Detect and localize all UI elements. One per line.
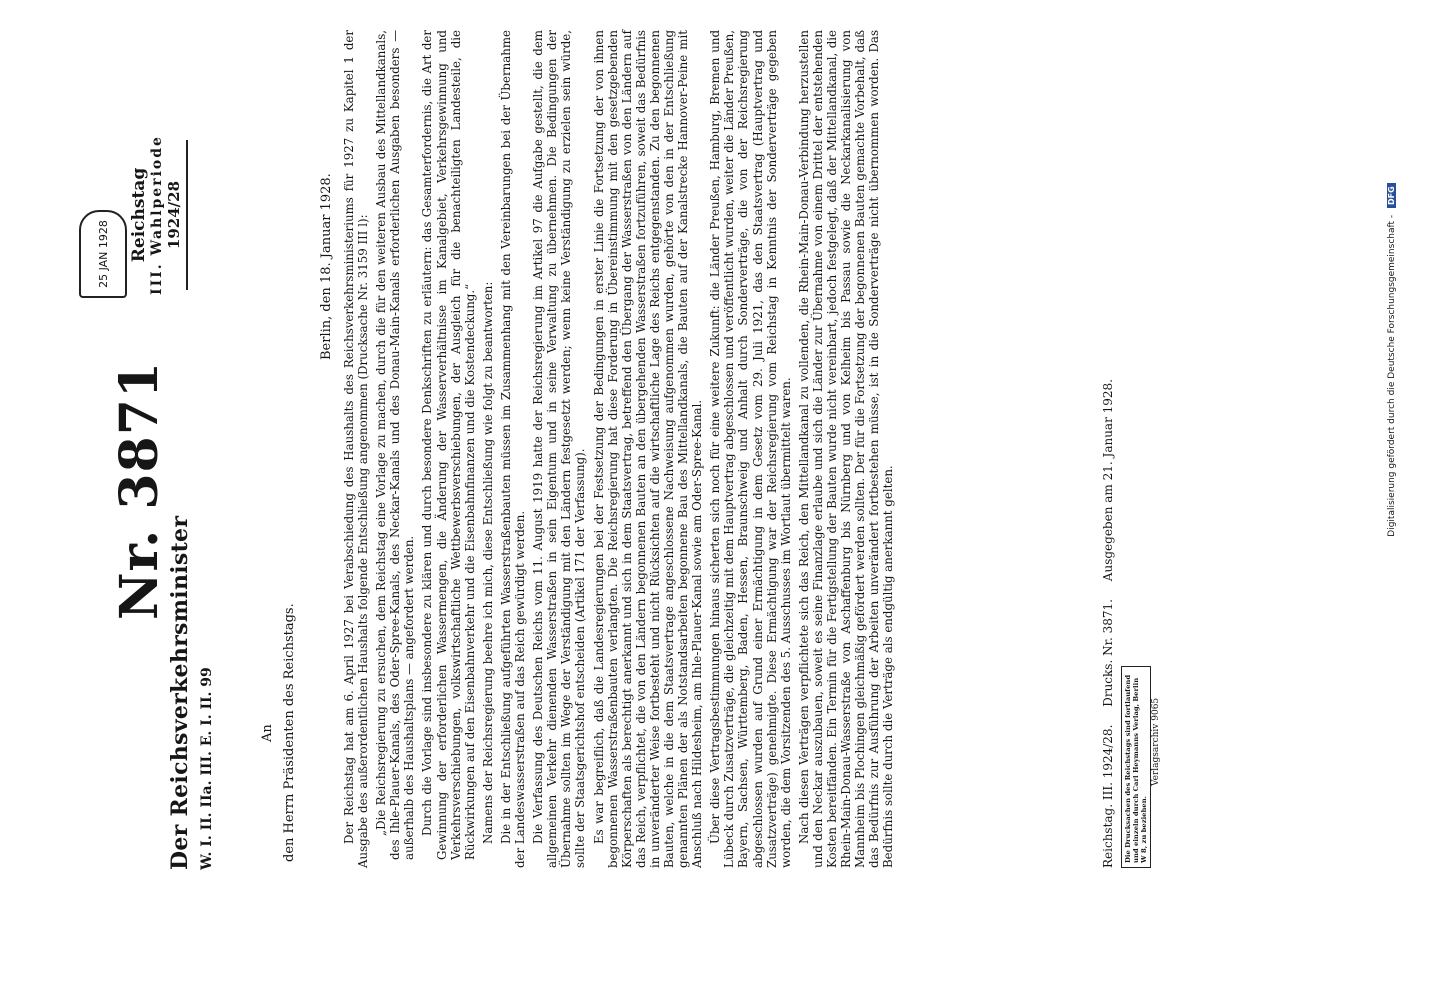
body-paragraph: Der Reichstag hat am 6. April 1927 bei Verabschiedung des Haushalts des Reichsverkehrsministeriums für 1927 zu Kapitel 1 der Ausgabe des außerordentlichen Haushalts folgende Entschließung angenommen (Drucksache Nr. 3159 III l):	[342, 30, 371, 868]
body-paragraph: Durch die Vorlage sind insbesondere zu klären und durch besondere Denkschriften zu erläutern: das Gesamterfordernis, die Art der Gewinnung der erforderlichen Wassermengen, die Änderung der Wasserverhältnisse im Kanalgebiet, Verkehrsgewinnung und Verkehrsverschiebungen, volkswirtschaftliche Wettbewerbsverschiebungen, der Ausgleich für die benachteiligten Landesteile, die Rückwirkungen auf den Eisenbahnverkehr und die Eisenbahnfinanzen und die Kostendeckung.“	[420, 30, 477, 860]
ministry-title: Der Reichsverkehrsminister	[167, 515, 193, 870]
address-line-1: An	[260, 724, 275, 742]
period-label: 1924/28	[165, 180, 183, 250]
digitization-text: Digitalisierung gefördert durch die Deutsche Forschungsgemeinschaft -	[1387, 214, 1397, 537]
letter-date: Berlin, den 18. Januar 1928.	[319, 173, 334, 360]
reichstag-label: Reichstag	[129, 167, 149, 263]
address-block	[257, 603, 301, 862]
footer-drucksache: Drucks. Nr. 3871.	[1101, 599, 1115, 707]
body-paragraph: Über diese Vertragsbestimmungen hinaus sicherten sich noch für eine weitere Zukunft: die Länder Preußen, Hamburg, Bremen und Lübeck durch Zusatzverträge, die gleichzeitig mit dem Hauptvertrag abgeschlossen und veröffentlicht wurden, weiter die Länder Preußen, Bayern, Sachsen, Württemberg, Baden, Hessen, Braunschweig und Anhalt durch Sonderverträge, die von der Reichsregierung abgeschlossen wurden auf Grund einer Ermächtigung in dem Gesetz vom 29. Juli 1921, das den Staatsvertrag (Hauptvertrag und Zusatzverträge) genehmigte. Diese Ermächtigung war der Reichsregierung vom Reichstag in Kenntnis der Sonderverträge gegeben worden, die dem Vorsitzenden des 5. Ausschusses im Wortlaut übermittelt waren.	[708, 30, 793, 868]
body-paragraph: Nach diesen Verträgen verpflichtete sich das Reich, den Mittellandkanal zu vollenden, die Rhein-Main-Donau-Verbindung herzustellen und den Neckar auszubauen, soweit es seine Finanzlage erlaube und sich die Länder zur Übernahme von einem Drittel der entstehenden Kosten bereitfänden. Ein Termin für die Fertigstellung der Bauten wurde nicht vereinbart, jedoch festgelegt, daß der Mittellandkanal, die Rhein-Main-Donau-Wasserstraße von Aschaffenburg bis Nürnberg und von Kelheim bis Passau sowie die Neckarkanalisierung von Mannheim bis Plochingen gleichmäßig gefördert werden sollten. Der für die Fortsetzung der begonnenen Bauten gemachte Vorbehalt, daß das Bedürfnis zur Ausführung der Arbeiten unverändert fortbestehen müsse, ist in die Sonderverträge nicht übernommen worden. Das Bedürfnis sollte durch die Verträge als endgültig anerkannt gelten.	[796, 30, 896, 868]
footer-line	[1101, 365, 1115, 868]
date-stamp	[79, 210, 127, 298]
digitization-note	[1387, 20, 1397, 700]
dfg-logo: DFG	[1387, 183, 1396, 208]
date-stamp-text: 25 JAN 1928	[96, 220, 110, 288]
address-line-2: den Herrn Präsidenten des Reichstags.	[282, 603, 297, 862]
wahlperiode-label: III. Wahlperiode	[149, 135, 165, 295]
header-rule	[186, 140, 188, 290]
document-number: Nr. 3871	[109, 360, 170, 620]
verlag-code: Verlagsarchiv 9065	[1151, 697, 1161, 786]
reference-number: W. I. II. IIa. III. E. I. II. 99	[199, 667, 215, 870]
body-paragraph: Namens der Reichsregierung beehre ich mich, diese Entschließung wie folgt zu beantworten:	[480, 281, 495, 844]
reichstag-block	[129, 130, 188, 300]
body-paragraph: Es war begreiflich, daß die Landesregierungen bei der Festsetzung der Bedingungen in erster Linie die Fortsetzung der von ihnen begonnenen Wasserstraßenbauten verlangten. Die Reichsregierung hat diese Forderung in Übereinstimmung mit den gesetzgebenden Körperschaften als berechtigt anerkannt und sich in dem Staatsvertrag, betreffend den Übergang der Wasserstraßen von den Ländern auf das Reich, verpflichtet, die von den Ländern begonnenen Bauten an den übergehenden Wasserstraßen fortzuführen, soweit das Bedürfnis in unveränderter Weise fortbesteht und nicht Rücksichten auf die wirtschaftliche Lage des Reichs entgegenstanden. Zu den begonnenen Bauten, welche in die dem Staatsvertrage angeschlossene Nachweisung aufgenommen wurden, gehörte von den in der Entschließung genannten Plänen der als Notstandsarbeiten begonnene Bau des Mittellandkanals, die Bauten auf der Kanalstrecke Hannover-Peine mit Anschluß nach Hildesheim, am Ihle-Plauer-Kanal sowie am Oder-Spree-Kanal.	[591, 30, 705, 868]
body-paragraph: Die Verfassung des Deutschen Reichs vom 11. August 1919 hatte der Reichsregierung im Artikel 97 die Aufgabe gestellt, die dem allgemeinen Verkehr dienenden Wasserstraßen in sein Eigentum und in seine Verwaltung zu übernehmen. Die Bedingungen der Übernahme sollten im Wege der Verständigung mit den Ländern festgesetzt werden; wenn keine Verständigung zu erzielen sein würde, sollte der Staatsgerichtshof entscheiden (Artikel 171 der Verfassung).	[531, 30, 588, 868]
footer-issued: Ausgegeben am 21. Januar 1928.	[1101, 379, 1115, 582]
body-paragraph: „Die Reichsregierung zu ersuchen, dem Reichstag eine Vorlage zu machen, durch die für den weiteren Ausbau des Mittellandkanals, des Ihle-Plauer-Kanals, des Oder-Spree-Kanals, des Neckar-Kanals und des Donau-Main-Kanals erforderlichen Ausgaben besonders — außerhalb des Haushaltsplans — angefordert werden.	[374, 30, 417, 860]
publisher-note: Die Drucksachen des Reichstags sind fortlaufend und einzeln durch Carl Heymanns Verlag, Berlin W 8, zu beziehen.	[1121, 666, 1151, 868]
footer-series: Reichstag. III. 1924/28.	[1101, 724, 1115, 868]
ministry-block	[167, 516, 215, 870]
letter-body	[342, 30, 899, 868]
body-paragraph: Die in der Entschließung aufgeführten Wasserstraßenbauten müssen im Zusammenhang mit den Vereinbarungen bei der Übernahme der Landeswasserstraßen auf das Reich gewürdigt werden.	[498, 30, 528, 868]
